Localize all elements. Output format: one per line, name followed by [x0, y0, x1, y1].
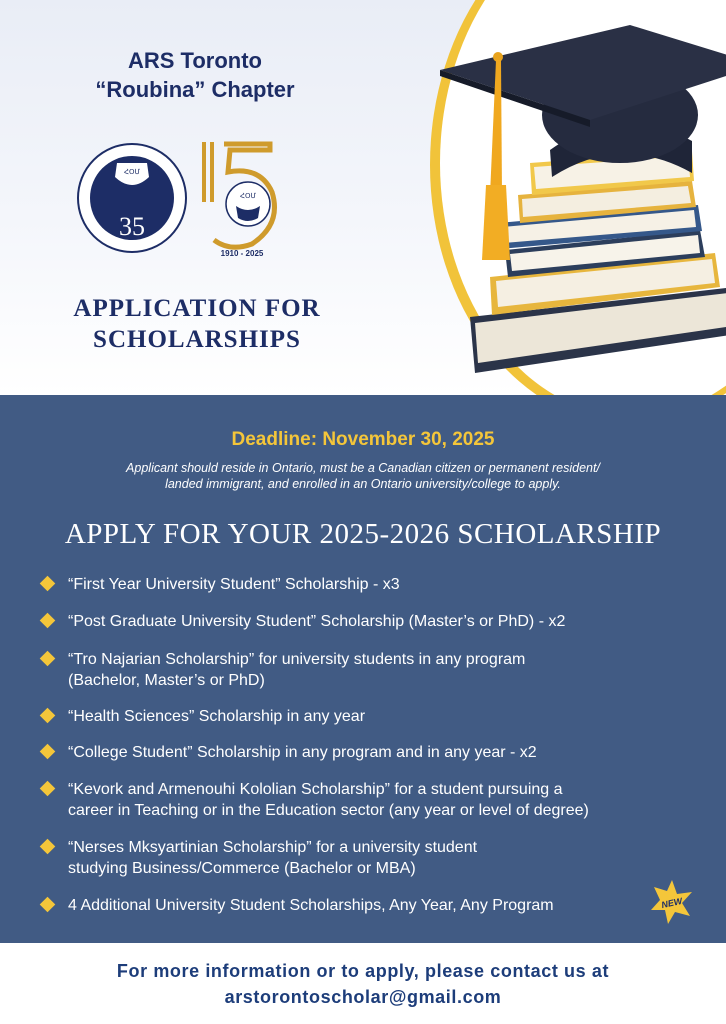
scholarship-line: “Tro Najarian Scholarship” for university students in any program — [68, 651, 526, 668]
chapter-line-2: “Roubina” Chapter — [95, 77, 295, 102]
chapter-35-anniversary-logo — [77, 143, 187, 253]
scholarship-line: “College Student” Scholarship in any program and in any year - x2 — [68, 744, 537, 761]
title-line-2: SCHOLARSHIPS — [93, 326, 301, 353]
logo-35-acronym: ՀՕՄ — [123, 169, 141, 176]
apply-heading: APPLY FOR YOUR 2025-2026 SCHOLARSHIP — [64, 518, 662, 550]
deadline-text: Deadline: November 30, 2025 — [231, 429, 495, 450]
contact-email-link[interactable]: arstorontoscholar@gmail.com — [224, 987, 502, 1007]
graduation-books-image — [430, 0, 726, 395]
scholarship-line-cont: (Bachelor, Master’s or PhD) — [68, 672, 265, 689]
contact-line: For more information or to apply, please contact us at — [116, 961, 610, 981]
eligibility-note — [50, 460, 676, 492]
chapter-name — [20, 46, 370, 104]
scholarship-line: “Health Sciences” Scholarship in any year — [68, 708, 366, 725]
title-line-1: APPLICATION FOR — [73, 295, 321, 322]
logo-35-number: 35 — [119, 212, 145, 241]
eligibility-note-line-1: Applicant should reside in Ontario, must be a Canadian citizen or permanent resident/ — [126, 461, 600, 475]
page-title — [38, 293, 356, 355]
scholarship-line-cont: career in Teaching or in the Education sector (any year or level of degree) — [68, 802, 589, 819]
contact-footer — [0, 958, 726, 1010]
scholarship-line: “Kevork and Armenouhi Kololian Scholarship” for a student pursuing a — [68, 781, 563, 798]
scholarship-line: “Post Graduate University Student” Scholarship (Master’s or PhD) - x2 — [68, 613, 566, 630]
eligibility-note-line-2: landed immigrant, and enrolled in an Ontario university/college to apply. — [165, 477, 561, 491]
scholarship-line: “First Year University Student” Scholarship - x3 — [68, 576, 400, 593]
new-star-badge-icon — [648, 878, 696, 926]
logo-115-years: 1910 - 2025 — [220, 249, 264, 258]
scholarship-line: 4 Additional University Student Scholarships, Any Year, Any Program — [68, 897, 554, 914]
ars-115-anniversary-logo — [200, 140, 285, 260]
header-section — [0, 0, 726, 395]
logo-115-acronym: ՀՕՄ — [239, 193, 257, 200]
chapter-line-1: ARS Toronto — [127, 48, 262, 73]
scholarship-line: “Nerses Mksyartinian Scholarship” for a university student — [68, 839, 478, 856]
new-badge-label: NEW — [660, 895, 684, 911]
scholarship-line-cont: studying Business/Commerce (Bachelor or MBA) — [68, 860, 416, 877]
